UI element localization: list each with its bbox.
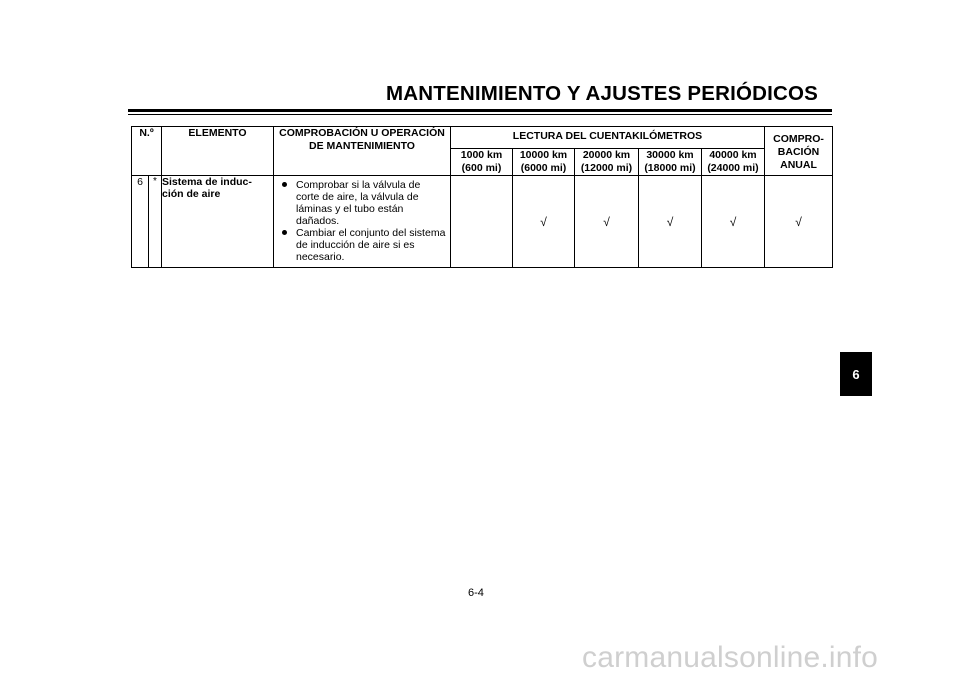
header-row-1	[132, 127, 833, 149]
odometer-col-km: 40000 km	[709, 149, 757, 161]
check-30000km: √	[639, 176, 702, 268]
odometer-col-km: 20000 km	[582, 149, 631, 161]
row-number: 6	[132, 176, 149, 268]
chapter-tab	[840, 352, 872, 396]
bullet-icon	[282, 230, 287, 235]
odometer-col-mi: (12000 mi)	[580, 162, 633, 174]
page-number: 6-4	[468, 587, 484, 599]
header-annual-line2: BACIÓN	[777, 146, 820, 158]
watermark: carmanualsonline.info	[582, 641, 879, 674]
odometer-col-mi: (6000 mi)	[520, 162, 567, 174]
odometer-col-km: 1000 km	[460, 149, 503, 161]
operation-item	[296, 227, 446, 263]
operations-list	[274, 179, 446, 263]
check-40000km: √	[702, 176, 765, 268]
row-star-marker: *	[149, 176, 162, 268]
title-rule-thick	[128, 109, 832, 112]
odometer-col-5	[702, 149, 765, 176]
check-1000km	[451, 176, 513, 268]
row-operations	[274, 176, 451, 268]
odometer-col-4	[639, 149, 702, 176]
header-num-label: N.º	[139, 127, 154, 139]
header-element	[162, 127, 274, 176]
header-annual-line3: ANUAL	[780, 159, 817, 171]
check-20000km: √	[575, 176, 639, 268]
bullet-icon	[282, 182, 287, 187]
odometer-col-mi: (18000 mi)	[644, 162, 696, 174]
header-operation	[274, 127, 451, 176]
odometer-col-mi: (600 mi)	[461, 162, 502, 174]
odometer-col-1	[451, 149, 513, 176]
chapter-tab-label: 6	[852, 366, 860, 382]
odometer-col-km: 10000 km	[519, 149, 568, 161]
odometer-col-2	[513, 149, 575, 176]
operation-text: Cambiar el conjunto del sistema de inducción de aire si es necesario.	[296, 227, 446, 263]
header-annual-line1: COMPRO-	[773, 133, 824, 145]
check-10000km: √	[513, 176, 575, 268]
page-title: MANTENIMIENTO Y AJUSTES PERIÓDICOS	[386, 82, 819, 105]
row-element-line1: Sistema de induc-	[162, 176, 252, 188]
header-annual	[765, 127, 833, 176]
header-element-label: ELEMENTO	[188, 127, 247, 139]
header-num	[132, 127, 162, 176]
table-row	[132, 176, 833, 268]
operation-text: Comprobar si la válvula de corte de aire, la válvula de láminas y el tubo están dañados.	[296, 179, 421, 227]
odometer-col-3	[575, 149, 639, 176]
header-odometer-label: LECTURA DEL CUENTAKILÓMETROS	[512, 130, 703, 142]
title-rule-thin	[128, 114, 832, 115]
row-element	[162, 176, 274, 268]
maintenance-table	[131, 126, 833, 268]
odometer-col-km: 30000 km	[646, 149, 694, 161]
header-operation-line1: COMPROBACIÓN U OPERACIÓN	[279, 127, 445, 139]
check-annual: √	[765, 176, 833, 268]
operation-item	[296, 179, 446, 227]
odometer-col-mi: (24000 mi)	[707, 162, 759, 174]
row-element-line2: ción de aire	[162, 188, 221, 200]
header-odometer	[451, 127, 765, 149]
header-operation-line2: DE MANTENIMIENTO	[309, 140, 415, 152]
